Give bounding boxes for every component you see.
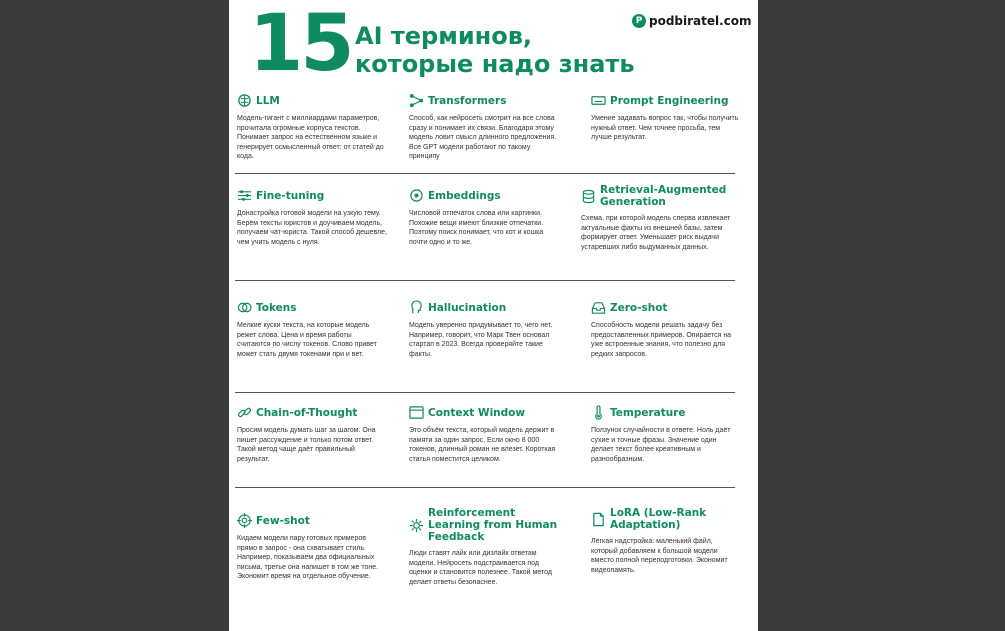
gear-brain-icon: [409, 518, 424, 533]
term-title: Prompt Engineering: [610, 94, 729, 107]
term-description: Схема, при которой модель сперва извлекает актуальные факты из внешней базы, затем формирует ответ. Уменьшает риск выдачи устаревших либо выдуманных данных.: [581, 215, 731, 251]
term-card-context-window: [409, 405, 559, 464]
term-title: LoRA (Low-Rank Adaptation): [610, 507, 707, 531]
term-title: Zero-shot: [610, 301, 668, 314]
term-card-llm: [237, 93, 387, 162]
brand-logo: [632, 14, 752, 28]
term-card-transformers: [409, 93, 559, 162]
document-page: [229, 0, 758, 631]
term-description: Модель уверенно придумывает то, чего нет. Например, говорит, что Марк Твен основал стартап в 2023. Всегда проверяйте такие факты.: [409, 322, 553, 358]
term-description: Ползунок случайности в ответе. Ноль даёт сухие и точные фразы. Значение один делает текст более креативным и разнообразным.: [591, 427, 731, 463]
term-description: Кидаем модели пару готовых примеров прямо в запрос - она схватывает стиль. Например, показываем два официальных письма, третье она напишет в том же тоне. Экономит время на отдельное обучение.: [237, 535, 379, 581]
term-title: Hallucination: [428, 301, 507, 314]
term-card-rlhf: [409, 507, 559, 587]
chain-icon: [237, 405, 252, 420]
head-icon: [409, 300, 424, 315]
term-description: Модель-гигант с миллиардами параметров, прочитала огромные корпуса текстов. Понимает запрос на естественном языке и генерирует осмысленный ответ: от статей до кода.: [237, 115, 384, 161]
headline-line-2: которые надо знать: [355, 50, 635, 78]
term-title: Embeddings: [428, 189, 501, 202]
sliders-icon: [237, 188, 252, 203]
target-icon: [237, 513, 252, 528]
term-description: Способ, как нейросеть смотрит на все слова сразу и понимает их связи. Благодаря этому модель ловит смысл длинного предложения. Все GPT модели работают по такому принципу: [409, 115, 557, 161]
term-card-zero-shot: [591, 300, 741, 359]
inbox-icon: [591, 300, 606, 315]
term-card-rag: [581, 184, 731, 252]
brand-name: podbiratel.com: [649, 14, 752, 28]
term-description: Способность модели решать задачу без предоставленных примеров. Опирается на уже встроенные знания, что полезно для редких запросов.: [591, 322, 732, 358]
thermometer-icon: [591, 405, 606, 420]
brand-logo-icon: P: [632, 14, 646, 28]
term-card-lora: [591, 507, 741, 575]
divider: [235, 487, 735, 488]
term-card-prompt-engineering: [591, 93, 741, 143]
network-icon: [409, 93, 424, 108]
term-title: Transformers: [428, 94, 507, 107]
divider: [235, 173, 735, 174]
term-card-embeddings: [409, 188, 559, 247]
term-description: Донастройка готовой модели на узкую тему. Берём тексты юристов и доучиваем модель, получаем чат-юриста. Такой способ дешевле, чем учить модель с нуля.: [237, 210, 388, 246]
term-card-fine-tuning: [237, 188, 387, 247]
term-title: LLM: [256, 94, 280, 107]
nodes-icon: [409, 188, 424, 203]
term-description: Числовой отпечаток слова или картинки. Похожие вещи имеют близкие отпечатки. Поэтому поиск понимает, что кот и кошка почти одно и то же.: [409, 210, 544, 246]
term-description: Это объём текста, который модель держит в памяти за один запрос. Если окно 8 000 токенов, длинный роман не влезет. Короткая статья поместится целиком.: [409, 427, 556, 463]
term-card-tokens: [237, 300, 387, 359]
headline-line-1: AI терминов,: [355, 22, 533, 50]
term-title: Reinforcement Learning from Human Feedback: [428, 507, 558, 543]
file-icon: [591, 512, 606, 527]
term-title: Retrieval-Augmented Generation: [600, 184, 727, 208]
brain-icon: [237, 93, 252, 108]
term-title: Temperature: [610, 406, 686, 419]
divider: [235, 280, 735, 281]
coins-icon: [237, 300, 252, 315]
term-description: Мелкие куски текста, на которые модель режет слова. Цена и время работы считаются по числу токенов. Слово привет может стать двумя токенами при и вет.: [237, 322, 377, 358]
term-title: Chain-of-Thought: [256, 406, 358, 419]
term-description: Люди ставят лайк или дизлайк ответам модели. Нейросеть подстраивается под оценки и становится полезнее. Такой метод делает ответы безопаснее.: [409, 550, 552, 586]
term-title: Tokens: [256, 301, 297, 314]
term-title: Fine-tuning: [256, 189, 325, 202]
term-title: Few-shot: [256, 514, 310, 527]
term-description: Умение задавать вопрос так, чтобы получить нужный ответ. Чем точнее просьба, тем лучше результат.: [591, 115, 739, 142]
headline-number: 15: [249, 0, 352, 89]
term-title: Context Window: [428, 406, 526, 419]
term-card-chain-of-thought: [237, 405, 387, 464]
term-card-temperature: [591, 405, 741, 464]
term-card-hallucination: [409, 300, 559, 359]
keyboard-icon: [591, 93, 606, 108]
term-description: Лёгкая надстройка: маленький файл, который добавляем к большой модели вместо полной переподготовки. Экономит видеопамять.: [591, 538, 728, 574]
term-description: Просим модель думать шаг за шагом. Она пишет рассуждение и только потом ответ. Такой метод чаще даёт правильный результат.: [237, 427, 376, 463]
database-icon: [581, 189, 596, 204]
window-icon: [409, 405, 424, 420]
divider: [235, 392, 735, 393]
term-card-few-shot: [237, 513, 387, 582]
headline-title: [355, 22, 635, 78]
